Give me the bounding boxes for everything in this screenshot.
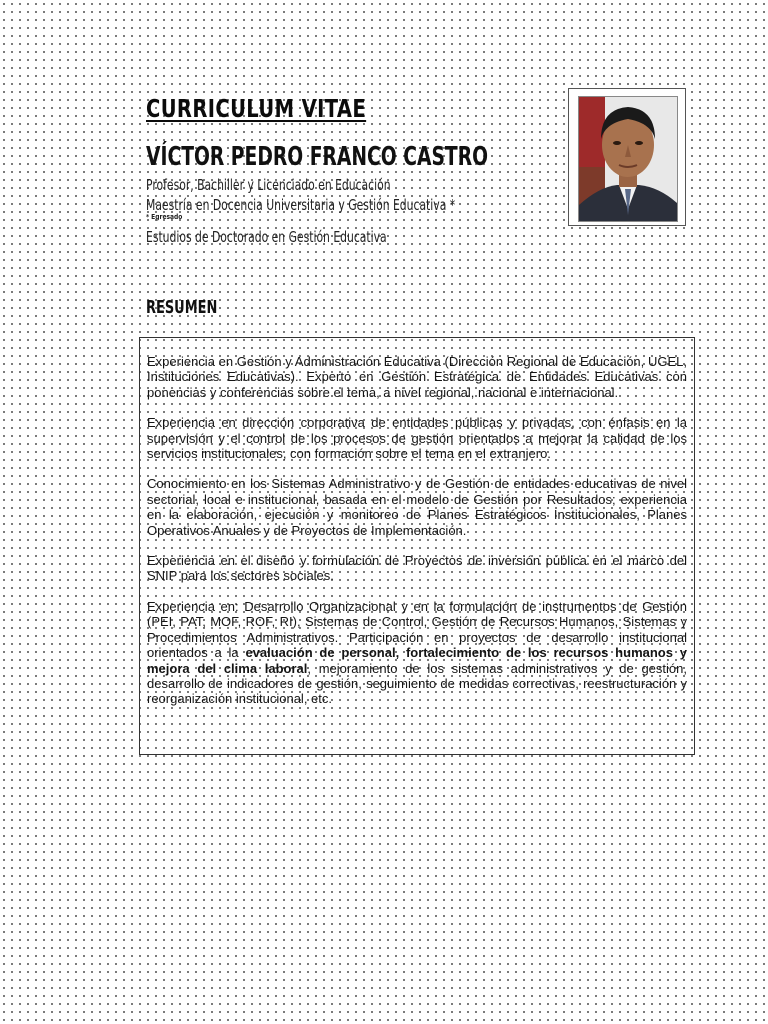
summary-paragraph-3: Conocimiento en los Sistemas Administrativo y de Gestión de entidades educativas de nivel sectorial, local e institucional, basada en el modelo de Gestión por Resultados; experiencia en la elaboración, ejecución y monitoreo de Planes Estratégicos Institucionales, Planes Operativos Anuales y de Proyectos de Implementación. bbox=[147, 476, 687, 538]
credential-master: Maestría en Docencia Universitaria y Gestión Educativa * bbox=[146, 196, 456, 214]
summary-p5-text-start: Experiencia en: Desarrollo Organizacional y en la formulación de instrumentos de Gestión (PEI, PAT, MOF, ROF, RI), Sistemas de Control, Gestión de Recursos Humanos, Sistemas y Procedimientos Administrativos. Participación en proyectos de desarrollo institucional orientados a la bbox=[147, 598, 687, 661]
summary-heading: RESUMEN bbox=[146, 297, 218, 318]
portrait-illustration bbox=[579, 97, 677, 221]
summary-paragraph-2: Experiencia en dirección corporativa de entidades públicas y privadas, con énfasis en la supervisión y el control de los procesos de gestión orientados a mejorar la calidad de los servicios institucionales, con formación sobre el tema en el extranjero. bbox=[147, 415, 687, 462]
summary-box bbox=[139, 337, 695, 755]
summary-p5-text-end: , mejoramiento de los sistemas administrativos y de gestión, desarrollo de indicadores de gestión, seguimiento de medidas correctivas, reestructuración y reorganización institucional, etc. bbox=[147, 660, 687, 707]
footnote-egresado: * Egresado bbox=[146, 213, 183, 221]
cv-title: CURRICULUM VITAE bbox=[146, 94, 367, 123]
summary-paragraph-4: Experiencia en el diseño y formulación de Proyectos de inversión pública en el marco del SNIP para los sectores sociales. bbox=[147, 553, 687, 584]
summary-paragraph-5 bbox=[147, 599, 687, 707]
credential-doctorate: Estudios de Doctorado en Gestión Educativa bbox=[146, 228, 387, 246]
portrait-photo bbox=[578, 96, 678, 222]
summary-paragraph-1: Experiencia en Gestión y Administración Educativa (Dirección Regional de Educación, UGEL, Instituciones Educativas). Experto en Gestión Estratégica de Entidades Educativas con ponencias y conferencias sobre el tema, a nivel regional, nacional e internacional. bbox=[147, 354, 687, 400]
person-name: VÍCTOR PEDRO FRANCO CASTRO bbox=[146, 142, 489, 172]
summary-p5-bold-text: evaluación de personal, fortalecimiento de los recursos humanos y mejora del clima laboral bbox=[147, 645, 687, 676]
credential-degree: Profesor, Bachiller y Licenciado en Educación bbox=[146, 176, 391, 194]
photo-frame bbox=[568, 88, 686, 226]
